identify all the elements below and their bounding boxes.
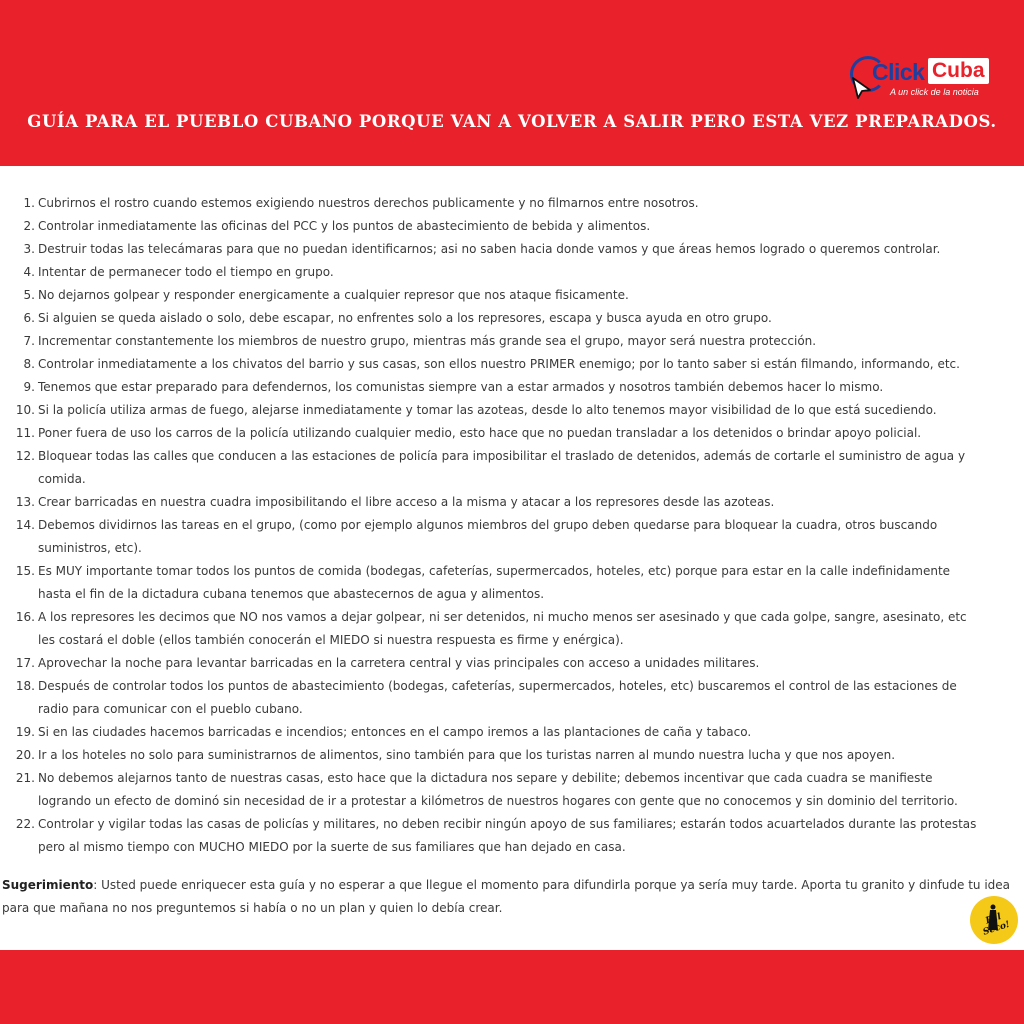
list-item-text: Debemos dividirnos las tareas en el grupo, (como por ejemplo algunos miembros del grupo deben quedarse para bloquear la cuadra, otros buscando suministros, etc). (38, 518, 938, 555)
list-item-text: Después de controlar todos los puntos de abastecimiento (bodegas, cafeterías, supermercados, hoteles, etc) buscaremos el control de las estaciones de radio para comunicar con el pueblo cubano. (38, 679, 957, 716)
logo-word-click: Click (872, 59, 925, 85)
list-item (0, 307, 1000, 330)
list-item-number: 7. (23, 334, 35, 348)
list-item (0, 215, 1000, 238)
list-item (0, 675, 1000, 721)
list-item-text: A los represores les decimos que NO nos vamos a dejar golpear, ni ser detenidos, ni mucho menos ser asesinado y que cada golpe, sangre, asesinato, etc les costará el doble (ellos también conocerán el MIEDO si nuestra respuesta es firme y enérgica). (38, 610, 967, 647)
suggestion-note (2, 874, 1018, 920)
list-item (0, 238, 1000, 261)
logo-tagline: A un click de la noticia (890, 87, 979, 97)
list-item-number: 6. (23, 311, 35, 325)
list-item-text: Tenemos que estar preparado para defendernos, los comunistas siempre van a estar armados y nosotros también debemos hacer lo mismo. (38, 380, 884, 394)
list-item (0, 192, 1000, 215)
list-item-number: 2. (23, 219, 35, 233)
list-item-number: 22. (15, 817, 35, 831)
list-item-text: Si alguien se queda aislado o solo, debe escapar, no enfrentes solo a los represores, escapa y busca ayuda en otro grupo. (38, 311, 772, 325)
page-title: GUÍA PARA EL PUEBLO CUBANO PORQUE VAN A VOLVER A SALIR PERO ESTA VEZ PREPARADOS. (27, 112, 997, 131)
list-item-number: 3. (23, 242, 35, 256)
list-item (0, 767, 1000, 813)
guide-list (0, 192, 1000, 859)
list-item (0, 721, 1000, 744)
list-item-text: Crear barricadas en nuestra cuadra imposibilitando el libre acceso a la misma y atacar a los represores desde las azoteas. (38, 495, 775, 509)
list-item (0, 376, 1000, 399)
list-item-text: Es MUY importante tomar todos los puntos de comida (bodegas, cafeterías, supermercados, hoteles, etc) porque para estar en la calle indefinidamente hasta el fin de la dictadura cubana tenemos que abastecernos de agua y alimentos. (38, 564, 951, 601)
list-item-number: 8. (23, 357, 35, 371)
list-item-text: Bloquear todas las calles que conducen a las estaciones de policía para imposibilitar el traslado de detenidos, además de cortarle el suministro de agua y comida. (38, 449, 966, 486)
list-item-text: Aprovechar la noche para levantar barricadas en la carretera central y vias principales con acceso a unidades militares. (38, 656, 760, 670)
list-item-number: 15. (15, 564, 35, 578)
list-item-text: Controlar inmediatamente las oficinas del PCC y los puntos de abastecimiento de bebida y alimentos. (38, 219, 651, 233)
list-item-number: 1. (23, 196, 35, 210)
suggestion-text: : Usted puede enriquecer esta guía y no esperar a que llegue el momento para difundirla porque ya sería muy tarde. Aporta tu granito y dinfude tu idea para que mañana no nos preguntemos si había o no un plan y quien lo debía crear. (2, 878, 1011, 915)
list-item-text: Controlar y vigilar todas las casas de policías y militares, no deben recibir ningún apoyo de sus familiares; estarán todos acuartelados durante las protestas pero al mismo tiempo con MUCHO MIEDO por la suerte de sus familiares que han dejado en casa. (38, 817, 977, 854)
list-item-number: 5. (23, 288, 35, 302)
suggestion-label: Sugerimiento (2, 878, 94, 892)
list-item-number: 21. (15, 771, 35, 785)
list-item-text: Controlar inmediatamente a los chivatos del barrio y sus casas, son ellos nuestro PRIMER enemigo; por lo tanto saber si están filmando, informando, etc. (38, 357, 960, 371)
sticker-text: Pal Seco! (981, 912, 1012, 938)
list-item-number: 4. (23, 265, 35, 279)
list-item-number: 17. (15, 656, 35, 670)
list-item-number: 10. (15, 403, 35, 417)
pal-seco-sticker (970, 896, 1018, 944)
list-item (0, 353, 1000, 376)
list-item-number: 12. (15, 449, 35, 463)
list-item (0, 652, 1000, 675)
list-item-number: 16. (15, 610, 35, 624)
list-item-text: No debemos alejarnos tanto de nuestras casas, esto hace que la dictadura nos separe y debilite; debemos incentivar que cada cuadra se manifieste logrando un efecto de dominó sin necesidad de ir a protestar a kilómetros de nuestros hogares con gente que no conocemos y sin dominio del territorio. (38, 771, 958, 808)
list-item (0, 560, 1000, 606)
list-item-text: No dejarnos golpear y responder energicamente a cualquier represor que nos ataque fisicamente. (38, 288, 629, 302)
list-item-number: 20. (15, 748, 35, 762)
list-item (0, 261, 1000, 284)
list-item (0, 491, 1000, 514)
list-item-text: Si la policía utiliza armas de fuego, alejarse inmediatamente y tomar las azoteas, desde lo alto tenemos mayor visibilidad de lo que está sucediendo. (38, 403, 937, 417)
list-item-text: Cubrirnos el rostro cuando estemos exigiendo nuestros derechos publicamente y no filmarnos entre nosotros. (38, 196, 699, 210)
list-item (0, 514, 1000, 560)
list-item-text: Ir a los hoteles no solo para suministrarnos de alimentos, sino también para que los turistas narren al mundo nuestra lucha y que nos apoyen. (38, 748, 896, 762)
list-item (0, 445, 1000, 491)
logo-word-cuba: Cuba (928, 58, 989, 84)
list-item (0, 330, 1000, 353)
footer-band (0, 950, 1024, 1024)
list-item-number: 18. (15, 679, 35, 693)
list-item (0, 284, 1000, 307)
list-item-number: 11. (15, 426, 35, 440)
list-item (0, 744, 1000, 767)
list-item-text: Incrementar constantemente los miembros de nuestro grupo, mientras más grande sea el grupo, mayor será nuestra protección. (38, 334, 817, 348)
list-item (0, 813, 1000, 859)
list-item-number: 19. (15, 725, 35, 739)
list-item-number: 9. (23, 380, 35, 394)
list-item-text: Si en las ciudades hacemos barricadas e incendios; entonces en el campo iremos a las plantaciones de caña y tabaco. (38, 725, 752, 739)
list-item-text: Destruir todas las telecámaras para que no puedan identificarnos; asi no saben hacia donde vamos y que áreas hemos logrado o queremos controlar. (38, 242, 941, 256)
list-item-text: Poner fuera de uso los carros de la policía utilizando cualquier medio, esto hace que no puedan transladar a los detenidos o brindar apoyo policial. (38, 426, 922, 440)
list-item (0, 422, 1000, 445)
list-item (0, 606, 1000, 652)
list-item-number: 14. (15, 518, 35, 532)
list-item-number: 13. (15, 495, 35, 509)
list-item (0, 399, 1000, 422)
cursor-icon (850, 76, 874, 100)
list-item-text: Intentar de permanecer todo el tiempo en grupo. (38, 265, 334, 279)
clickcuba-logo[interactable] (850, 56, 1000, 100)
